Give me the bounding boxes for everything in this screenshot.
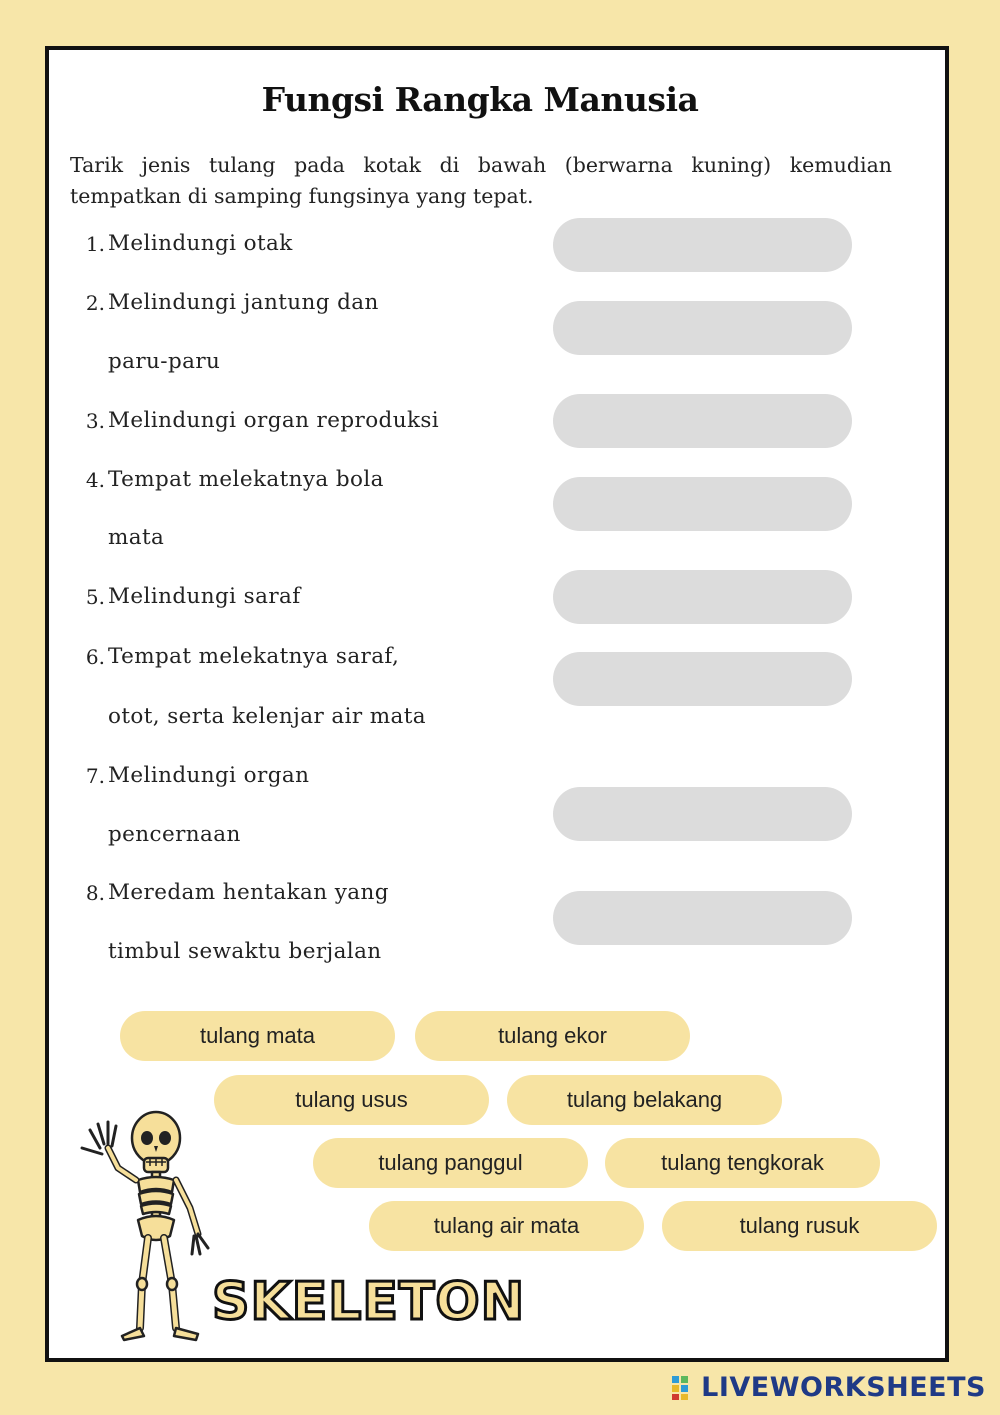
question-text: otot, serta kelenjar air mata (108, 704, 427, 729)
question-number: 6. (85, 645, 105, 669)
option-chip[interactable]: tulang ekor (415, 1011, 690, 1061)
answer-slot-3[interactable] (553, 394, 852, 448)
option-chip[interactable]: tulang mata (120, 1011, 395, 1061)
page-title: Fungsi Rangka Manusia (261, 80, 699, 119)
option-chip[interactable]: tulang tengkorak (605, 1138, 880, 1188)
option-chip[interactable]: tulang air mata (369, 1201, 644, 1251)
question-text: Meredam hentakan yang (108, 880, 389, 905)
question-text: Tempat melekatnya bola (108, 467, 384, 492)
question-text: Melindungi jantung dan (108, 290, 379, 315)
option-chip[interactable]: tulang belakang (507, 1075, 782, 1125)
question-number: 2. (85, 291, 105, 315)
question-number: 7. (85, 764, 105, 788)
question-number: 1. (85, 232, 105, 256)
option-chip[interactable]: tulang rusuk (662, 1201, 937, 1251)
question-number: 8. (85, 881, 105, 905)
answer-slot-2[interactable] (553, 301, 852, 355)
question-number: 4. (85, 468, 105, 492)
question-text: pencernaan (108, 822, 241, 847)
answer-slot-8[interactable] (553, 891, 852, 945)
question-text: mata (108, 525, 165, 550)
option-chip[interactable]: tulang usus (214, 1075, 489, 1125)
question-text: Melindungi otak (108, 231, 293, 256)
question-text: Melindungi organ (108, 763, 310, 788)
question-number: 3. (85, 409, 105, 433)
question-text: Melindungi saraf (108, 584, 301, 609)
liveworksheets-logo (671, 1372, 986, 1403)
question-text: paru-paru (108, 349, 221, 374)
question-text: Melindungi organ reproduksi (108, 408, 440, 433)
instruction-text: Tarik jenis tulang pada kotak di bawah (berwarna kuning) kemudian tempatkan di samping fungsinya yang tepat. (70, 153, 892, 208)
question-number: 5. (85, 585, 105, 609)
answer-slot-7[interactable] (553, 787, 852, 841)
answer-slot-6[interactable] (553, 652, 852, 706)
option-chip[interactable]: tulang panggul (313, 1138, 588, 1188)
answer-slot-4[interactable] (553, 477, 852, 531)
question-text: Tempat melekatnya saraf, (108, 644, 400, 669)
brand-name: LIVEWORKSHEETS (701, 1372, 986, 1403)
answer-slot-1[interactable] (553, 218, 852, 272)
answer-slot-5[interactable] (553, 570, 852, 624)
skeleton-label: SKELETON (212, 1272, 526, 1332)
question-text: timbul sewaktu berjalan (108, 939, 382, 964)
liveworksheets-icon (671, 1375, 697, 1401)
